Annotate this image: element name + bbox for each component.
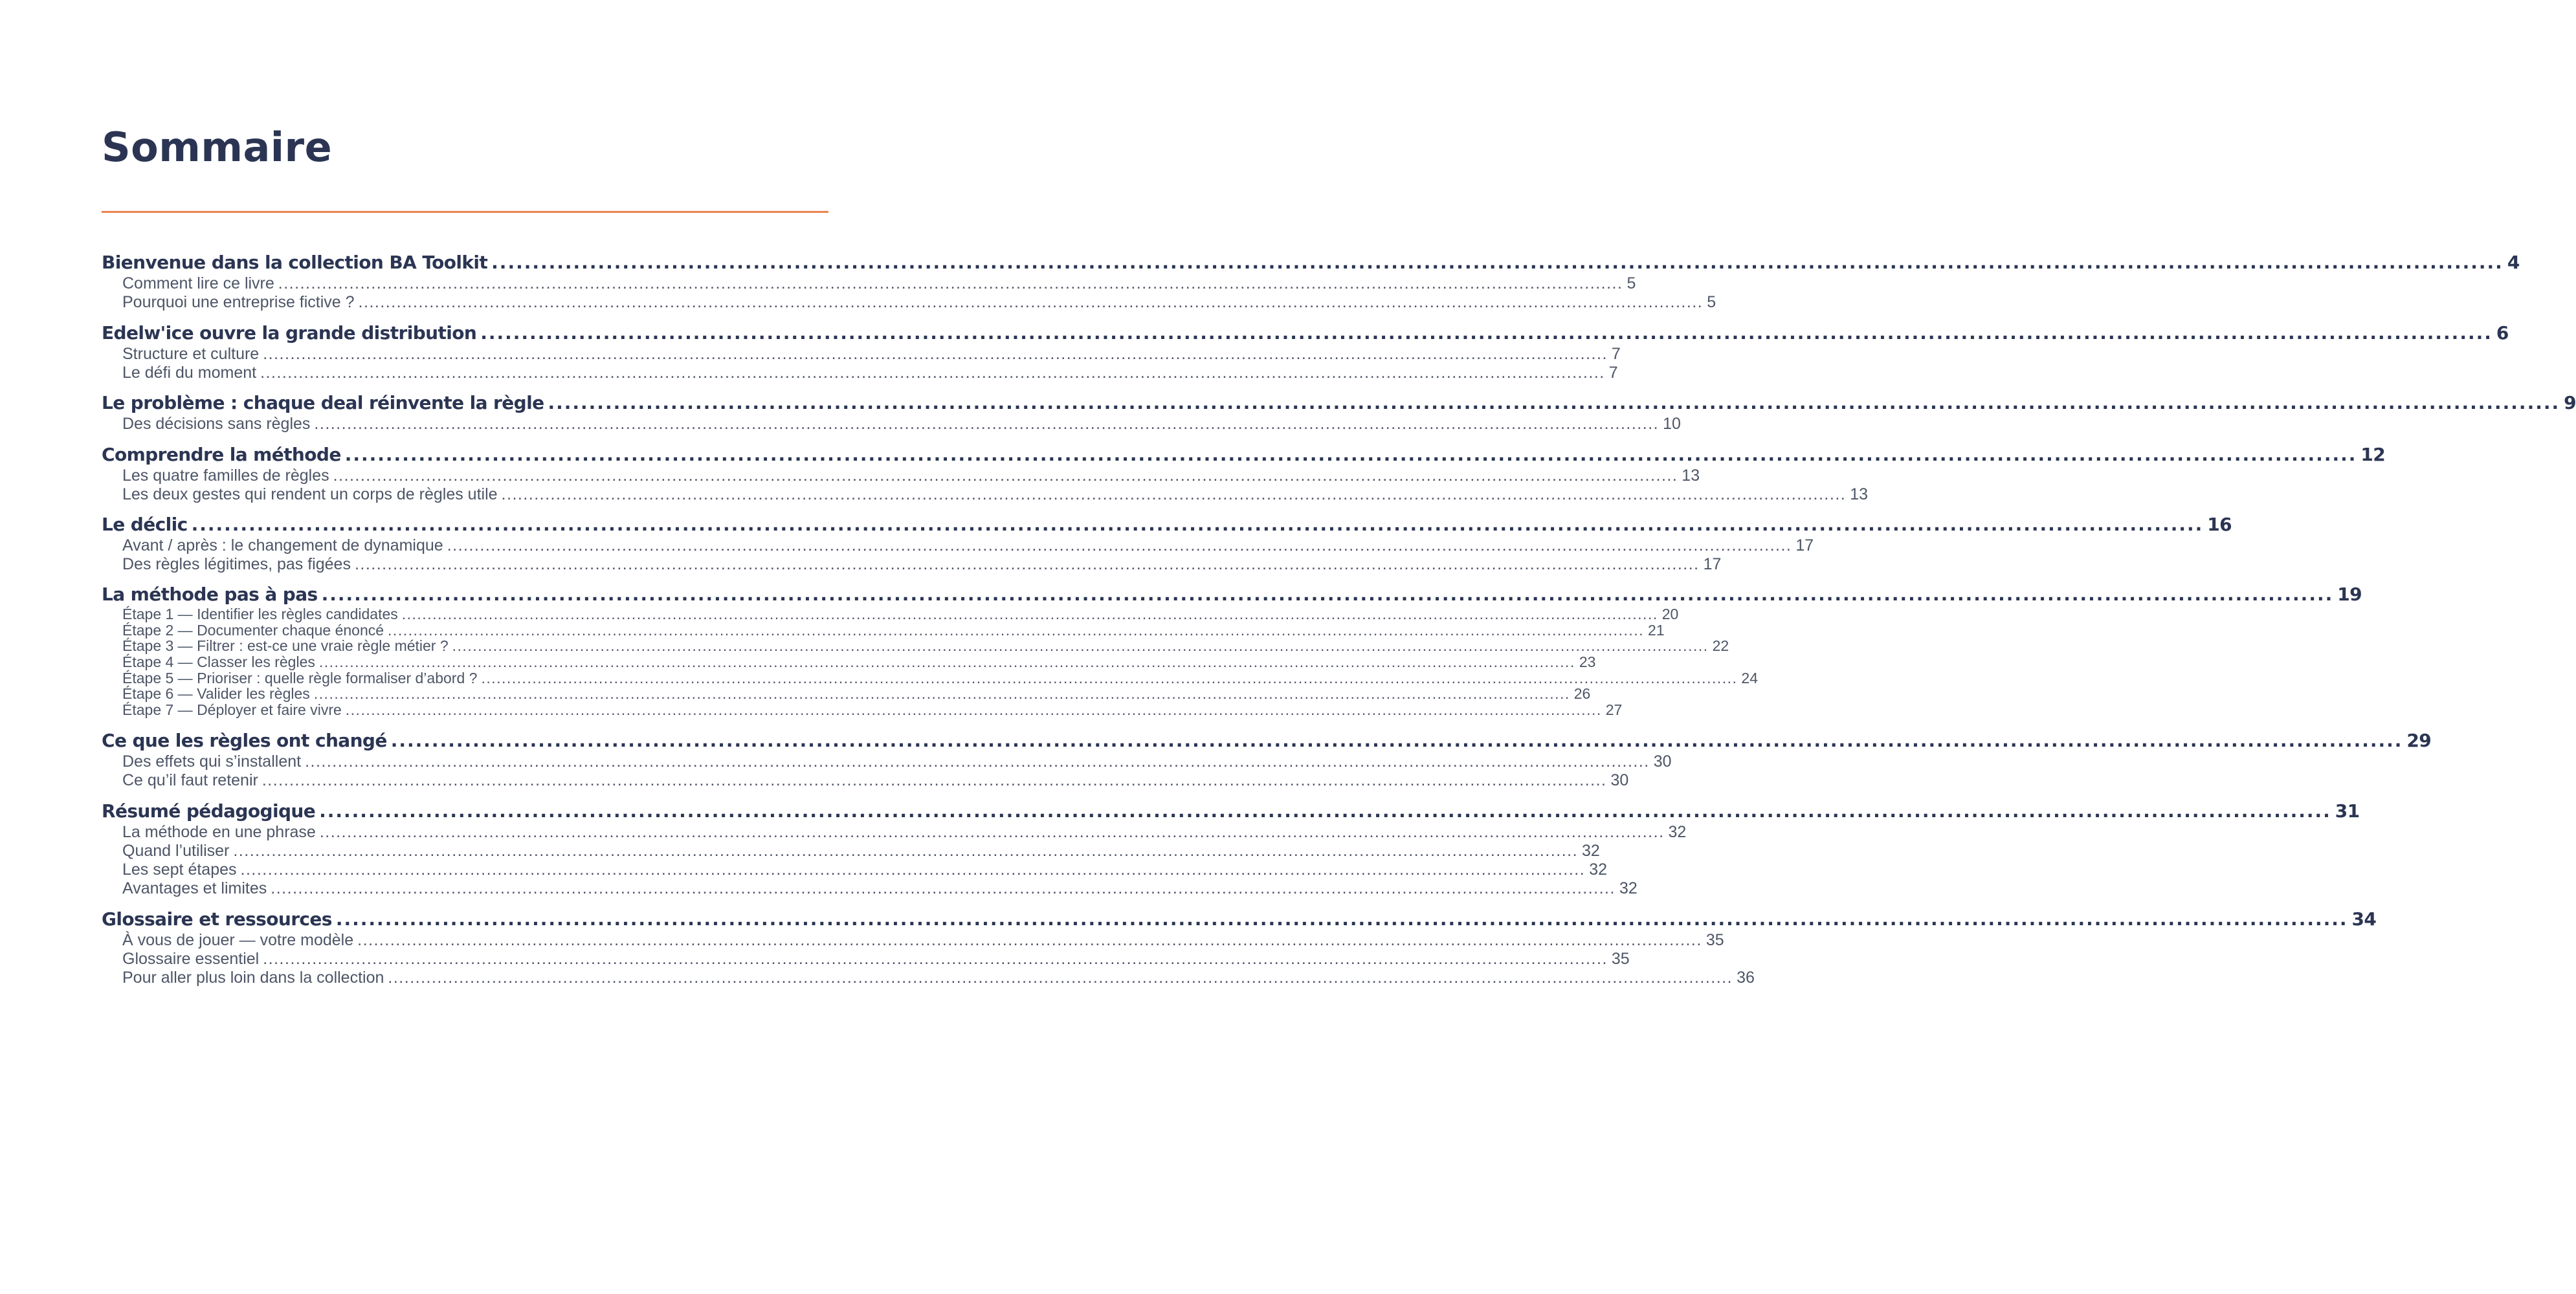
- toc-subentry-label: Étape 1 — Identifier les règles candidates: [122, 606, 398, 622]
- toc-subentry-page-number: 30: [1653, 752, 1672, 771]
- toc-subentry[interactable]: [102, 415, 1681, 433]
- toc-section: [102, 322, 2509, 382]
- dot-leader: ......................................................................................................................................................................................................................................................: [305, 752, 1650, 771]
- toc-chapter-entry-page-number: 12: [2360, 444, 2386, 465]
- toc-subentry-page-number: 35: [1611, 950, 1630, 968]
- toc-subentry-label: Quand l’utiliser: [122, 842, 230, 860]
- toc-chapter-entry-label: Le problème : chaque deal réinvente la règle: [102, 392, 544, 413]
- toc-subentry-label: À vous de jouer — votre modèle: [122, 931, 354, 949]
- toc-subentry[interactable]: [102, 861, 1607, 879]
- toc-chapter-entry[interactable]: [102, 800, 2360, 823]
- dot-leader: ......................................................................................................................................................................................................................................................: [501, 485, 1847, 503]
- toc-section: [102, 251, 2520, 312]
- dot-leader: ......................................................................................................................................................................................................................................................: [319, 823, 1665, 841]
- toc-subentry[interactable]: [102, 606, 1679, 622]
- toc-subentry-label: Ce qu’il faut retenir: [122, 771, 258, 789]
- toc-chapter-entry[interactable]: [102, 729, 2432, 752]
- toc-subentry-page-number: 13: [1682, 466, 1700, 485]
- dot-leader: ......................................................................................................................................................................................................................................................: [388, 969, 1733, 987]
- toc-chapter-entry[interactable]: [102, 443, 2386, 466]
- toc-chapter-entry[interactable]: [102, 513, 2232, 536]
- dot-leader: ......................................................................................................................................................................................................................................................: [321, 584, 2334, 605]
- toc-subentry-page-number: 36: [1737, 969, 1755, 987]
- toc-subentry-page-number: 32: [1668, 823, 1687, 841]
- dot-leader: ......................................................................................................................................................................................................................................................: [335, 908, 2348, 930]
- toc-subentry-page-number: 17: [1703, 555, 1722, 573]
- toc-chapter-entry[interactable]: [102, 251, 2520, 274]
- toc-chapter-entry-page-number: 4: [2507, 252, 2520, 273]
- toc-subentry[interactable]: [102, 653, 1596, 671]
- toc-subentry[interactable]: [102, 485, 1869, 504]
- toc-section: [102, 391, 2576, 433]
- dot-leader: ......................................................................................................................................................................................................................................................: [263, 950, 1608, 968]
- toc-subentry-page-number: 7: [1611, 345, 1621, 363]
- toc-subentry[interactable]: [102, 931, 1724, 950]
- toc-chapter-entry-label: Le déclic: [102, 514, 188, 535]
- toc-subentry-label: Structure et culture: [122, 345, 260, 363]
- toc-subentry-label: Comment lire ce livre: [122, 274, 274, 292]
- toc-subentry[interactable]: [102, 969, 1755, 987]
- toc-subentry-label: Des effets qui s’installent: [122, 752, 302, 771]
- toc-chapter-entry-label: Résumé pédagogique: [102, 800, 316, 822]
- dot-leader: ......................................................................................................................................................................................................................................................: [344, 444, 2357, 465]
- toc-subentry-label: Étape 4 — Classer les règles: [122, 653, 315, 671]
- dot-leader: ......................................................................................................................................................................................................................................................: [314, 415, 1660, 433]
- toc-chapter-entry-page-number: 9: [2564, 392, 2576, 413]
- toc-subentry-page-number: 24: [1741, 669, 1759, 686]
- toc-subentry-page-number: 10: [1663, 415, 1681, 433]
- dot-leader: ......................................................................................................................................................................................................................................................: [318, 653, 1575, 671]
- toc-chapter-entry-label: Glossaire et ressources: [102, 908, 332, 930]
- dot-leader: ......................................................................................................................................................................................................................................................: [452, 637, 1709, 655]
- toc-chapter-entry-label: Ce que les règles ont changé: [102, 730, 387, 751]
- toc-section: [102, 729, 2432, 790]
- toc-subentry[interactable]: [102, 345, 1621, 364]
- toc-subentry[interactable]: [102, 879, 1638, 898]
- dot-leader: ......................................................................................................................................................................................................................................................: [357, 931, 1702, 949]
- toc-subentry-label: Étape 3 — Filtrer : est-ce une vraie règle métier ?: [122, 637, 449, 655]
- toc-section: [102, 800, 2360, 898]
- dot-leader: ......................................................................................................................................................................................................................................................: [263, 345, 1608, 363]
- toc-subentry-page-number: 23: [1579, 653, 1596, 671]
- toc-subentry[interactable]: [102, 637, 1729, 655]
- dot-leader: ......................................................................................................................................................................................................................................................: [491, 252, 2504, 273]
- toc-chapter-entry-page-number: 6: [2496, 322, 2509, 344]
- toc-subentry-label: Des règles légitimes, pas figées: [122, 555, 351, 573]
- toc-subentry[interactable]: [102, 752, 1672, 771]
- dot-leader: ......................................................................................................................................................................................................................................................: [271, 879, 1616, 897]
- toc-chapter-entry-page-number: 29: [2406, 730, 2432, 751]
- toc-subentry[interactable]: [102, 842, 1600, 861]
- toc-subentry[interactable]: [102, 364, 1618, 382]
- toc-subentry-label: Avant / après : le changement de dynamique: [122, 536, 443, 554]
- toc-subentry-label: Les deux gestes qui rendent un corps de règles utile: [122, 485, 498, 503]
- toc-chapter-entry[interactable]: [102, 391, 2576, 415]
- toc-section: [102, 513, 2232, 574]
- toc-section: [102, 583, 2362, 719]
- toc-subentry[interactable]: [102, 293, 1716, 312]
- toc-subentry[interactable]: [102, 771, 1629, 790]
- toc-subentry-label: Le défi du moment: [122, 364, 257, 382]
- dot-leader: ......................................................................................................................................................................................................................................................: [191, 514, 2204, 535]
- toc-subentry-label: Étape 7 — Déployer et faire vivre: [122, 701, 342, 719]
- toc-subentry-label: Étape 2 — Documenter chaque énoncé: [122, 621, 384, 639]
- toc-subentry-page-number: 32: [1582, 842, 1600, 860]
- toc-chapter-entry-label: Bienvenue dans la collection BA Toolkit: [102, 252, 488, 273]
- toc-subentry-label: Glossaire essentiel: [122, 950, 260, 968]
- dot-leader: ......................................................................................................................................................................................................................................................: [319, 800, 2331, 822]
- toc-chapter-entry-page-number: 19: [2337, 584, 2362, 605]
- dot-leader: ......................................................................................................................................................................................................................................................: [481, 669, 1738, 686]
- toc-subentry-page-number: 21: [1648, 621, 1665, 639]
- toc-section: [102, 443, 2386, 504]
- toc-subentry-label: Les sept étapes: [122, 861, 237, 879]
- toc-subentry[interactable]: [102, 555, 1722, 574]
- dot-leader: ......................................................................................................................................................................................................................................................: [233, 842, 1579, 860]
- toc-subentry-page-number: 7: [1608, 364, 1618, 382]
- dot-leader: ......................................................................................................................................................................................................................................................: [480, 322, 2493, 344]
- toc-subentry[interactable]: [102, 701, 1623, 719]
- toc-subentry-label: Avantages et limites: [122, 879, 267, 897]
- dot-leader: ......................................................................................................................................................................................................................................................: [261, 771, 1607, 789]
- dot-leader: ......................................................................................................................................................................................................................................................: [548, 392, 2560, 413]
- toc-chapter-entry-page-number: 34: [2351, 908, 2377, 930]
- toc-chapter-entry[interactable]: [102, 322, 2509, 345]
- toc-subentry-page-number: 35: [1705, 931, 1724, 949]
- toc-subentry-label: Les quatre familles de règles: [122, 466, 329, 485]
- toc-subentry[interactable]: [102, 536, 1814, 555]
- toc-subentry[interactable]: [102, 950, 1630, 969]
- toc-subentry-page-number: 22: [1712, 637, 1729, 655]
- toc-subentry-page-number: 5: [1627, 274, 1636, 292]
- dot-leader: ......................................................................................................................................................................................................................................................: [240, 861, 1586, 879]
- toc-section: [102, 908, 2377, 987]
- toc-subentry[interactable]: [102, 685, 1591, 703]
- toc-chapter-entry[interactable]: [102, 908, 2377, 931]
- toc-subentry-label: Pourquoi une entreprise fictive ?: [122, 293, 355, 311]
- dot-leader: ......................................................................................................................................................................................................................................................: [390, 730, 2403, 751]
- toc-subentry-page-number: 32: [1619, 879, 1638, 897]
- toc-subentry-label: Des décisions sans règles: [122, 415, 311, 433]
- dot-leader: ......................................................................................................................................................................................................................................................: [313, 685, 1570, 703]
- dot-leader: ......................................................................................................................................................................................................................................................: [388, 621, 1645, 639]
- toc-subentry-label: Étape 5 — Prioriser : quelle règle formaliser d’abord ?: [122, 669, 478, 686]
- dot-leader: ......................................................................................................................................................................................................................................................: [354, 555, 1700, 573]
- toc-subentry-page-number: 20: [1661, 606, 1679, 622]
- page-title: Sommaire: [102, 124, 333, 171]
- dot-leader: ......................................................................................................................................................................................................................................................: [401, 606, 1658, 622]
- toc-subentry-page-number: 13: [1850, 485, 1869, 503]
- toc-subentry-page-number: 27: [1605, 701, 1623, 719]
- toc-chapter-entry-label: Comprendre la méthode: [102, 444, 341, 465]
- toc-chapter-entry-page-number: 16: [2207, 514, 2232, 535]
- title-divider: [102, 211, 828, 213]
- toc-subentry[interactable]: [102, 621, 1665, 639]
- toc-chapter-entry[interactable]: [102, 583, 2362, 606]
- toc-subentry[interactable]: [102, 274, 1636, 293]
- toc-subentry-page-number: 30: [1610, 771, 1629, 789]
- dot-leader: ......................................................................................................................................................................................................................................................: [333, 466, 1678, 485]
- toc-subentry-page-number: 32: [1589, 861, 1607, 879]
- toc-subentry-page-number: 26: [1573, 685, 1591, 703]
- dot-leader: ......................................................................................................................................................................................................................................................: [260, 364, 1605, 382]
- dot-leader: ......................................................................................................................................................................................................................................................: [278, 274, 1623, 292]
- dot-leader: ......................................................................................................................................................................................................................................................: [447, 536, 1792, 554]
- toc-subentry-label: Étape 6 — Valider les règles: [122, 685, 310, 703]
- toc-subentry-label: Pour aller plus loin dans la collection: [122, 969, 384, 987]
- dot-leader: ......................................................................................................................................................................................................................................................: [358, 293, 1704, 311]
- toc-subentry-page-number: 5: [1707, 293, 1716, 311]
- toc-chapter-entry-page-number: 31: [2335, 800, 2360, 822]
- toc-subentry-label: La méthode en une phrase: [122, 823, 316, 841]
- toc-chapter-entry-label: La méthode pas à pas: [102, 584, 318, 605]
- toc-subentry-page-number: 17: [1795, 536, 1814, 554]
- toc-chapter-entry-label: Edelw'ice ouvre la grande distribution: [102, 322, 477, 344]
- toc-subentry[interactable]: [102, 823, 1687, 842]
- toc-subentry[interactable]: [102, 466, 1700, 485]
- toc-subentry[interactable]: [102, 669, 1759, 686]
- dot-leader: ......................................................................................................................................................................................................................................................: [345, 701, 1602, 719]
